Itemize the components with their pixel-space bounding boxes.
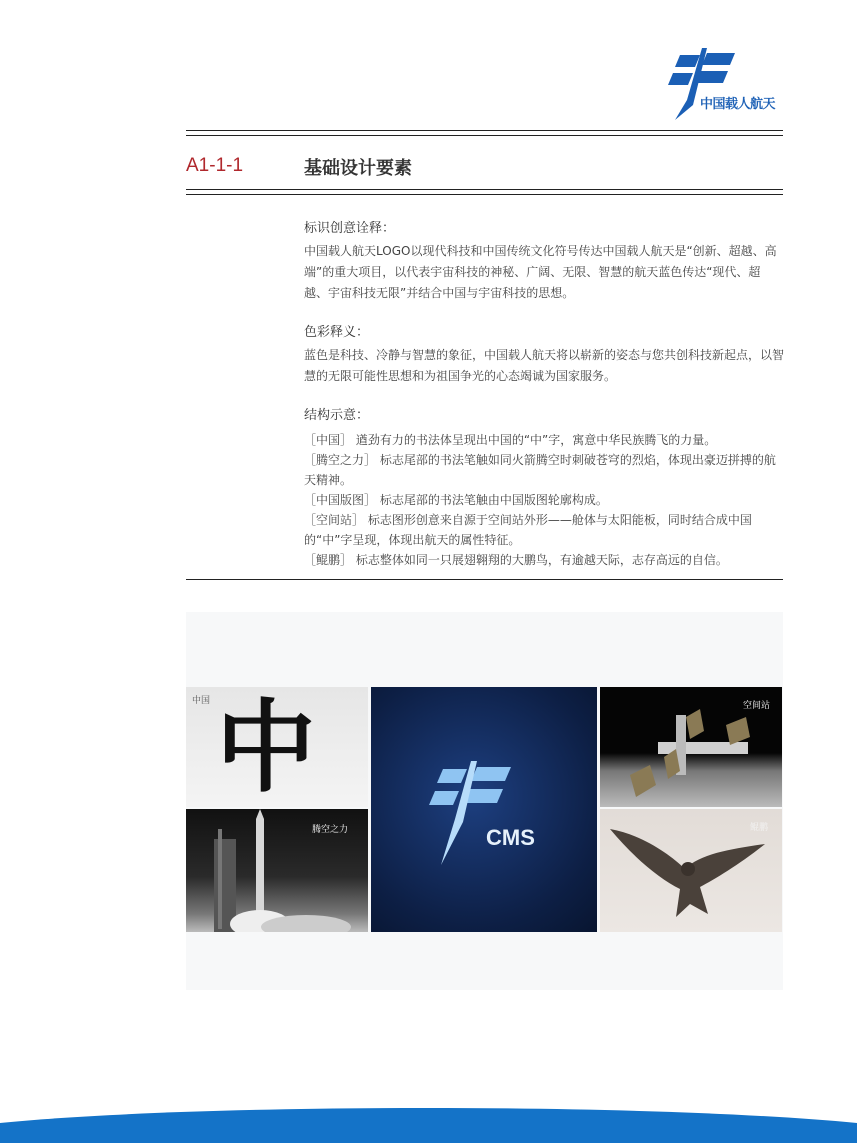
structure-item: ［空间站］ 标志图形创意来自源于空间站外形——舱体与太阳能板，同时结合成中国的“中”字呈现，体现出航天的属性特征。 [304,513,752,547]
section-code: A1-1-1 [186,155,244,176]
page-title: 基础设计要素 [304,158,412,179]
header-rule-top [186,130,783,131]
station-label: 空间站 [742,701,770,711]
launch-label: 腾空之力 [311,825,348,835]
structure-list [304,430,784,570]
logo-concept-heading: 标识创意诠释： [304,221,396,236]
color-meaning-section [304,322,784,387]
header-rule-bottom [186,189,783,190]
structure-item: ［鲲鹏］ 标志整体如同一只展翅翱翔的大鹏鸟，有逾越天际，志存高远的自信。 [304,553,728,567]
bird-label: 鲲鹏 [749,823,768,833]
header-rule-top-2 [186,135,783,136]
structure-item: ［腾空之力］ 标志尾部的书法笔触如同火箭腾空时刺破苍穹的烈焰，体现出豪迈拼搏的航天精神。 [304,453,776,487]
rocket-launch-image [186,809,368,932]
structure-item: ［中国版图］ 标志尾部的书法笔触由中国版图轮廓构成。 [304,493,608,507]
color-meaning-body: 蓝色是科技、冷静与智慧的象征，中国载人航天将以崭新的姿态与您共创科技新起点，以智慧的无限可能性思想和为祖国争光的心态竭诚为国家服务。 [304,348,785,383]
eagle-image [600,809,782,932]
cms-text: CMS [486,825,535,850]
logo-concept-section [304,218,784,304]
color-meaning-heading: 色彩释义： [304,325,370,340]
cms-emblem-image [371,687,597,932]
bottom-wave-banner [0,1095,857,1143]
cms-emblem-icon [371,687,597,932]
content-rule-bottom [186,579,783,580]
structure-item: ［中国］ 遒劲有力的书法体呈现出中国的“中”字，寓意中华民族腾飞的力量。 [304,433,717,447]
structure-heading-block [304,405,784,428]
logo-concept-body: 中国载人航天LOGO以现代科技和中国传统文化符号传达中国载人航天是“创新、超越、高端”的重大项目，以代表宇宙科技的神秘、广阔、无限、智慧的航天蓝色传达“现代、超越、宇宙科技无限”并结合中国与宇宙科技的思想。 [304,244,777,300]
china-calligraphy-image [186,687,368,807]
header-rule-bottom-2 [186,194,783,195]
cms-logo-icon [655,45,785,125]
china-label: 中国 [192,696,211,706]
structure-heading: 结构示意： [304,408,370,423]
china-character: 中 [216,688,316,806]
space-station-image [600,687,782,807]
logo-text: 中国载人航天 [700,97,776,112]
